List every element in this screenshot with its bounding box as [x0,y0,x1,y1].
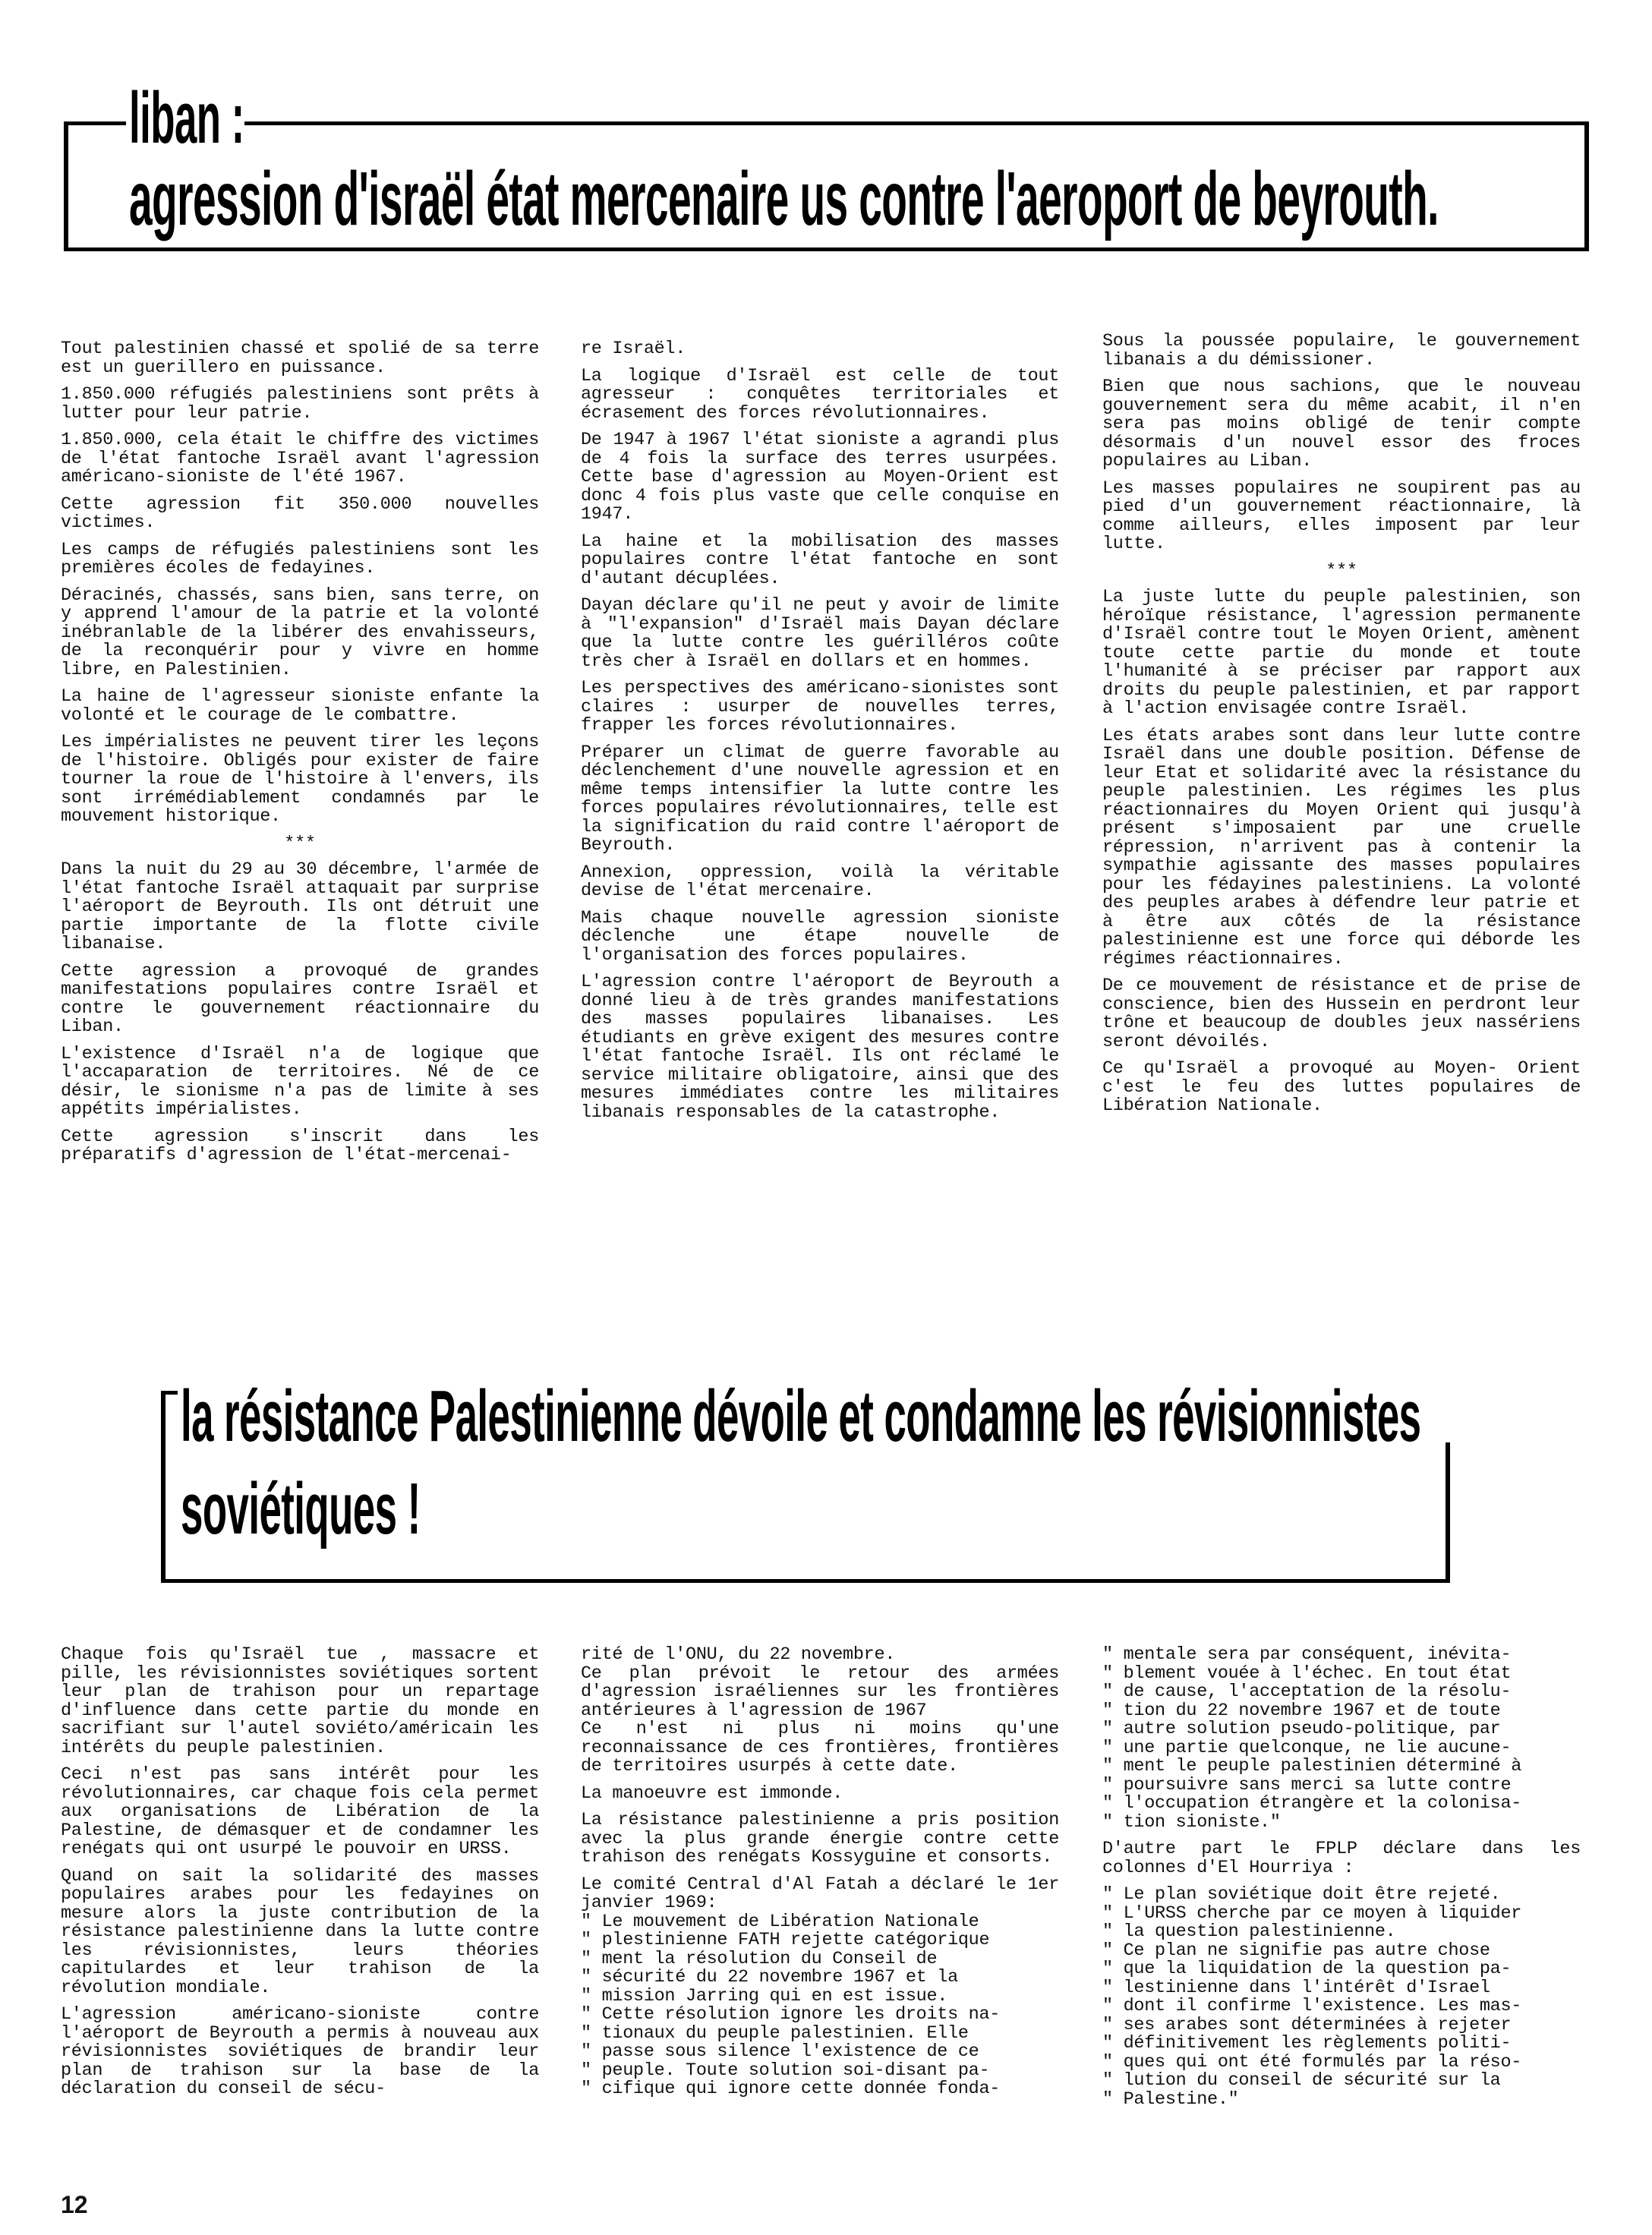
paragraph: L'existence d'Israël n'a de logique que l'accaparation de territoires. Né de ce désir, le sionisme n'a pas de limite à ses appétits impérialistes. [61,1043,539,1120]
quote-line: " sécurité du 22 novembre 1967 et la [581,1967,958,1988]
paragraph: De ce mouvement de résistance et de prise de conscience, bien des Hussein en perdront leur trône et beaucoup de doubles jeux nassériens seront dévoilés. [1102,976,1581,1052]
paragraph: Quand on sait la solidarité des masses populaires arabes pour les fedayines on mesure alors la juste contribution de la résistance palestinienne dans la lutte contre les révisionnistes, leurs théories capitulardes et leur trahison de la révolution mondiale. [61,1865,539,1998]
quote-line: " L'URSS cherche par ce moyen à liquider [1102,1902,1522,1924]
quote-line: " ment le peuple palestinien déterminé à [1102,1756,1522,1776]
paragraph: Cette agression a provoqué de grandes manifestations populaires contre Israël et contre le gouvernement réactionnaire du Liban. [61,960,539,1037]
paragraph: Les masses populaires ne soupirent pas au pied d'un gouvernement réactionnaire, là comme ailleurs, elles imposent par leur lutte. [1102,478,1581,554]
quote-line: " définitivement les règlements politi- [1102,2033,1512,2054]
paragraph: re Israël. [581,339,686,359]
article1-kicker: liban : [129,77,244,159]
paragraph: La juste lutte du peuple palestinien, son héroïque résistance, l'agression permanente d'Israël contre tout le Moyen Orient, amènent toute cette partie du monde et toute l'humanité à se préciser par rapport aux droits du peuple palestinien, et par rapport à l'action envisagée contre Israël. [1102,587,1581,719]
quote-line: " Le plan soviétique doit être rejeté. [1102,1884,1501,1905]
article1-column-2 [581,340,1059,1130]
article2-column-2 [581,1646,1059,2099]
paragraph: Les états arabes sont dans leur lutte contre Israël dans une double position. Défense de leur Etat et solidarité avec la résistance du peuple palestinien. Les régimes les plus réactionnaires du Moyen Orient qui jusqu'à présent s'imposaient par une cruelle répression, n'arrivent pas à contenir la sympathie agissante des masses populaires pour les fédayines palestiniens. La volonté des peuples arabes à défendre leur patrie et à être aux côtés de la résistance palestinienne est une force qui déborde les régimes réactionnaires. [1102,725,1581,969]
paragraph: La logique d'Israël est celle de tout agresseur : conquêtes territoriales et écrasement des forces révolutionnaires. [581,365,1059,424]
quote-line: " tion du 22 novembre 1967 et de toute [1102,1700,1501,1721]
quote-line: " blement vouée à l'échec. En tout état [1102,1663,1512,1684]
quote-line: " lution du conseil de sécurité sur la [1102,2070,1501,2091]
paragraph: L'agression contre l'aéroport de Beyrouth a donné lieu à de très grandes manifestations des masses populaires libanaises. Les étudiants en grève exigent des mesures contre l'état fantoche Israël. Ils ont réclamé le service militaire obligatoire, ainsi que des mesures immédiates contre les militaires libanais responsables de la catastrophe. [581,972,1059,1123]
header-box-right-border [1446,1442,1450,1582]
header-box-right-border [1584,121,1589,251]
paragraph: Mais chaque nouvelle agression sioniste déclenche une étape nouvelle de l'organisation des forces populaires. [581,907,1059,966]
paragraph: Cette agression s'inscrit dans les préparatifs d'agression de l'état-mercenai- [61,1126,539,1165]
paragraph: Cette agression fit 350.000 nouvelles victimes. [61,493,539,533]
article1-title: agression d'israël état mercenaire us contre l'aeroport de beyrouth. [129,156,1439,241]
paragraph: Tout palestinien chassé et spolié de sa terre est un guerillero en puissance. [61,339,539,378]
paragraph: Bien que nous sachions, que le nouveau gouvernement sera du même acabit, il n'en sera pas moins obligé de tenir compte désormais d'un nouvel essor des froces populaires au Liban. [1102,377,1581,471]
header-box-top-border-right [244,121,1588,125]
quote-line: " que la liquidation de la question pa- [1102,1959,1512,1979]
paragraph: D'autre part le FPLP déclare dans les colonnes d'El Hourriya : [1102,1839,1581,1878]
quote-line: " ses arabes sont déterminées à rejeter [1102,2014,1512,2035]
header-box-bottom-border [161,1579,1450,1583]
quote-line: " lestinienne dans l'intérêt d'Israel [1102,1977,1490,1998]
quote-line: " Cette résolution ignore les droits na- [581,2004,1001,2025]
article2-column-1 [61,1646,539,2107]
quote-line: " cifique qui ignore cette donnée fonda- [581,2079,1001,2099]
paragraph: Ce qu'Israël a provoqué au Moyen- Orient c'est le feu des luttes populaires de Libération Nationale. [1102,1058,1581,1116]
quote-line: " de cause, l'acceptation de la résolu- [1102,1682,1512,1702]
paragraph: La haine de l'agresseur sioniste enfante la volonté et le courage de le combattre. [61,686,539,726]
paragraph: La résistance palestinienne a pris position avec la plus grande énergie contre cette trahison des renégats Kossyguine et consorts. [581,1810,1059,1868]
quote-line: " ment la résolution du Conseil de [581,1948,938,1969]
quote-line: " tion sioniste." [1102,1811,1281,1833]
paragraph: La manoeuvre est immonde. [581,1783,843,1804]
paragraph: Ce plan prévoit le retour des armées d'agression israéliennes sur les frontières antérieures à l'agression de 1967 [581,1663,1059,1721]
paragraph: Chaque fois qu'Israël tue , massacre et pille, les révisionnistes soviétiques sortent leur plan de trahison pour un repartage d'influence dans cette partie du monde en sacrifiant sur l'autel soviéto/américain les intérêts du peuple palestinien. [61,1644,539,1758]
quote-line: " poursuivre sans merci sa lutte contre [1102,1774,1512,1795]
header-box-bottom-border [64,247,1589,251]
header-box-left-border [161,1391,166,1582]
paragraph: L'agression américano-sioniste contre l'aéroport de Beyrouth a permis à nouveau aux révisionnistes soviétiques de brandir leur plan de trahison sur la base de la déclaration du conseil de sécu- [61,2004,539,2099]
quote-line: " l'occupation étrangère et la colonisa- [1102,1793,1522,1814]
article2-column-3 [1102,1646,1581,2109]
header-box-top-border [161,1391,178,1395]
paragraph: Préparer un climat de guerre favorable au déclenchement d'une nouvelle agression et en même temps intensifier la lutte contre les forces populaires révolutionnaires, telle est la signification du raid contre l'aéroport de Beyrouth. [581,742,1059,856]
quote-line: " plestinienne FATH rejette catégorique [581,1930,990,1950]
paragraph: Ce n'est ni plus ni moins qu'une reconnaissance de ces frontières, frontières de territoires usurpés à cette date. [581,1719,1059,1776]
quote-line: " peuple. Toute solution soi-disant pa- [581,2060,990,2081]
paragraph: 1.850.000 réfugiés palestiniens sont prêts à lutter pour leur patrie. [61,384,539,424]
paragraph: Le comité Central d'Al Fatah a déclaré le 1er janvier 1969: [581,1874,1059,1913]
paragraph: De 1947 à 1967 l'état sioniste a agrandi plus de 4 fois la surface des terres usurpées. Cette base d'agression au Moyen-Orient est donc 4 fois plus vaste que celle conquise en 1947. [581,430,1059,525]
paragraph: rité de l'ONU, du 22 novembre. [581,1644,896,1665]
paragraph: Les camps de réfugiés palestiniens sont les premières écoles de fedayines. [61,539,539,578]
quote-line: " Ce plan ne signifie pas autre chose [1102,1940,1490,1961]
page-number: 12 [61,2191,88,2218]
paragraph: Annexion, oppression, voilà la véritable devise de l'état mercenaire. [581,862,1059,901]
paragraph: Déracinés, chassés, sans bien, sans terre, on y apprend l'amour de la patrie et la volonté inébranlable de la libérer des envahisseurs, de la reconquérir pour y vivre en homme libre, en Palestinien. [61,585,539,680]
quote-line: " autre solution pseudo-politique, par [1102,1719,1501,1739]
article1-column-1 [61,340,539,1174]
header-box-left-border [64,121,68,251]
paragraph: Sous la poussée populaire, le gouvernement libanais a du démissioner. [1102,331,1581,370]
quote-line: " Le mouvement de Libération Nationale [581,1911,979,1932]
paragraph: Les impérialistes ne peuvent tirer les leçons de l'histoire. Obligés pour exister de faire tourner la roue de l'histoire à l'envers, ils sont irrémédiablement condamnés par le mouvement historique. [61,732,539,827]
quote-line: " dont il confirme l'existence. Les mas- [1102,1996,1522,2016]
section-separator: *** [284,833,316,854]
quote-line: " mentale sera par conséquent, inévita- [1102,1644,1512,1665]
paragraph: Dans la nuit du 29 au 30 décembre, l'armée de l'état fantoche Israël attaquait par surprise l'aéroport de Beyrouth. Ils ont détruit une partie importante de la flotte civile libanaise. [61,859,539,954]
paragraph: Ceci n'est pas sans intérêt pour les révolutionnaires, car chaque fois cela permet aux organisations de Libération de la Palestine, de démasquer et de condamner les renégats qui ont usurpé le pouvoir en URSS. [61,1764,539,1859]
paragraph: La haine et la mobilisation des masses populaires contre l'état fantoche en sont d'autant décuplées. [581,531,1059,589]
quote-line: " la question palestinienne. [1102,1921,1396,1942]
paragraph: Les perspectives des américano-sionistes sont claires : usurper de nouvelles terres, frapper les forces révolutionnaires. [581,678,1059,736]
quote-line: " Palestine." [1102,2088,1239,2110]
quote-line: " une partie quelconque, ne lie aucune- [1102,1737,1512,1758]
paragraph: 1.850.000, cela était le chiffre des victimes de l'état fantoche Israël avant l'agression américano-sioniste de l'été 1967. [61,430,539,487]
header-box-top-border-left [64,121,126,125]
quote-line: " ques qui ont été formulés par la réso- [1102,2051,1522,2073]
paragraph: Dayan déclare qu'il ne peut y avoir de limite à "l'expansion" d'Israël mais Dayan déclare que la lutte contre les guérilléros coûte très cher à Israël en dollars et en hommes. [581,595,1059,672]
article2-title-line-1: la résistance Palestinienne dévoile et condamne les révisionnistes [181,1376,1421,1457]
article1-column-3 [1102,333,1581,1124]
quote-line: " passe sous silence l'existence de ce [581,2041,979,2062]
article2-title-line-2: soviétiques ! [181,1468,421,1549]
section-separator: *** [1326,560,1357,582]
quote-line: " tionaux du peuple palestinien. Elle [581,2022,969,2044]
quote-line: " mission Jarring qui en est issue. [581,1985,948,2006]
